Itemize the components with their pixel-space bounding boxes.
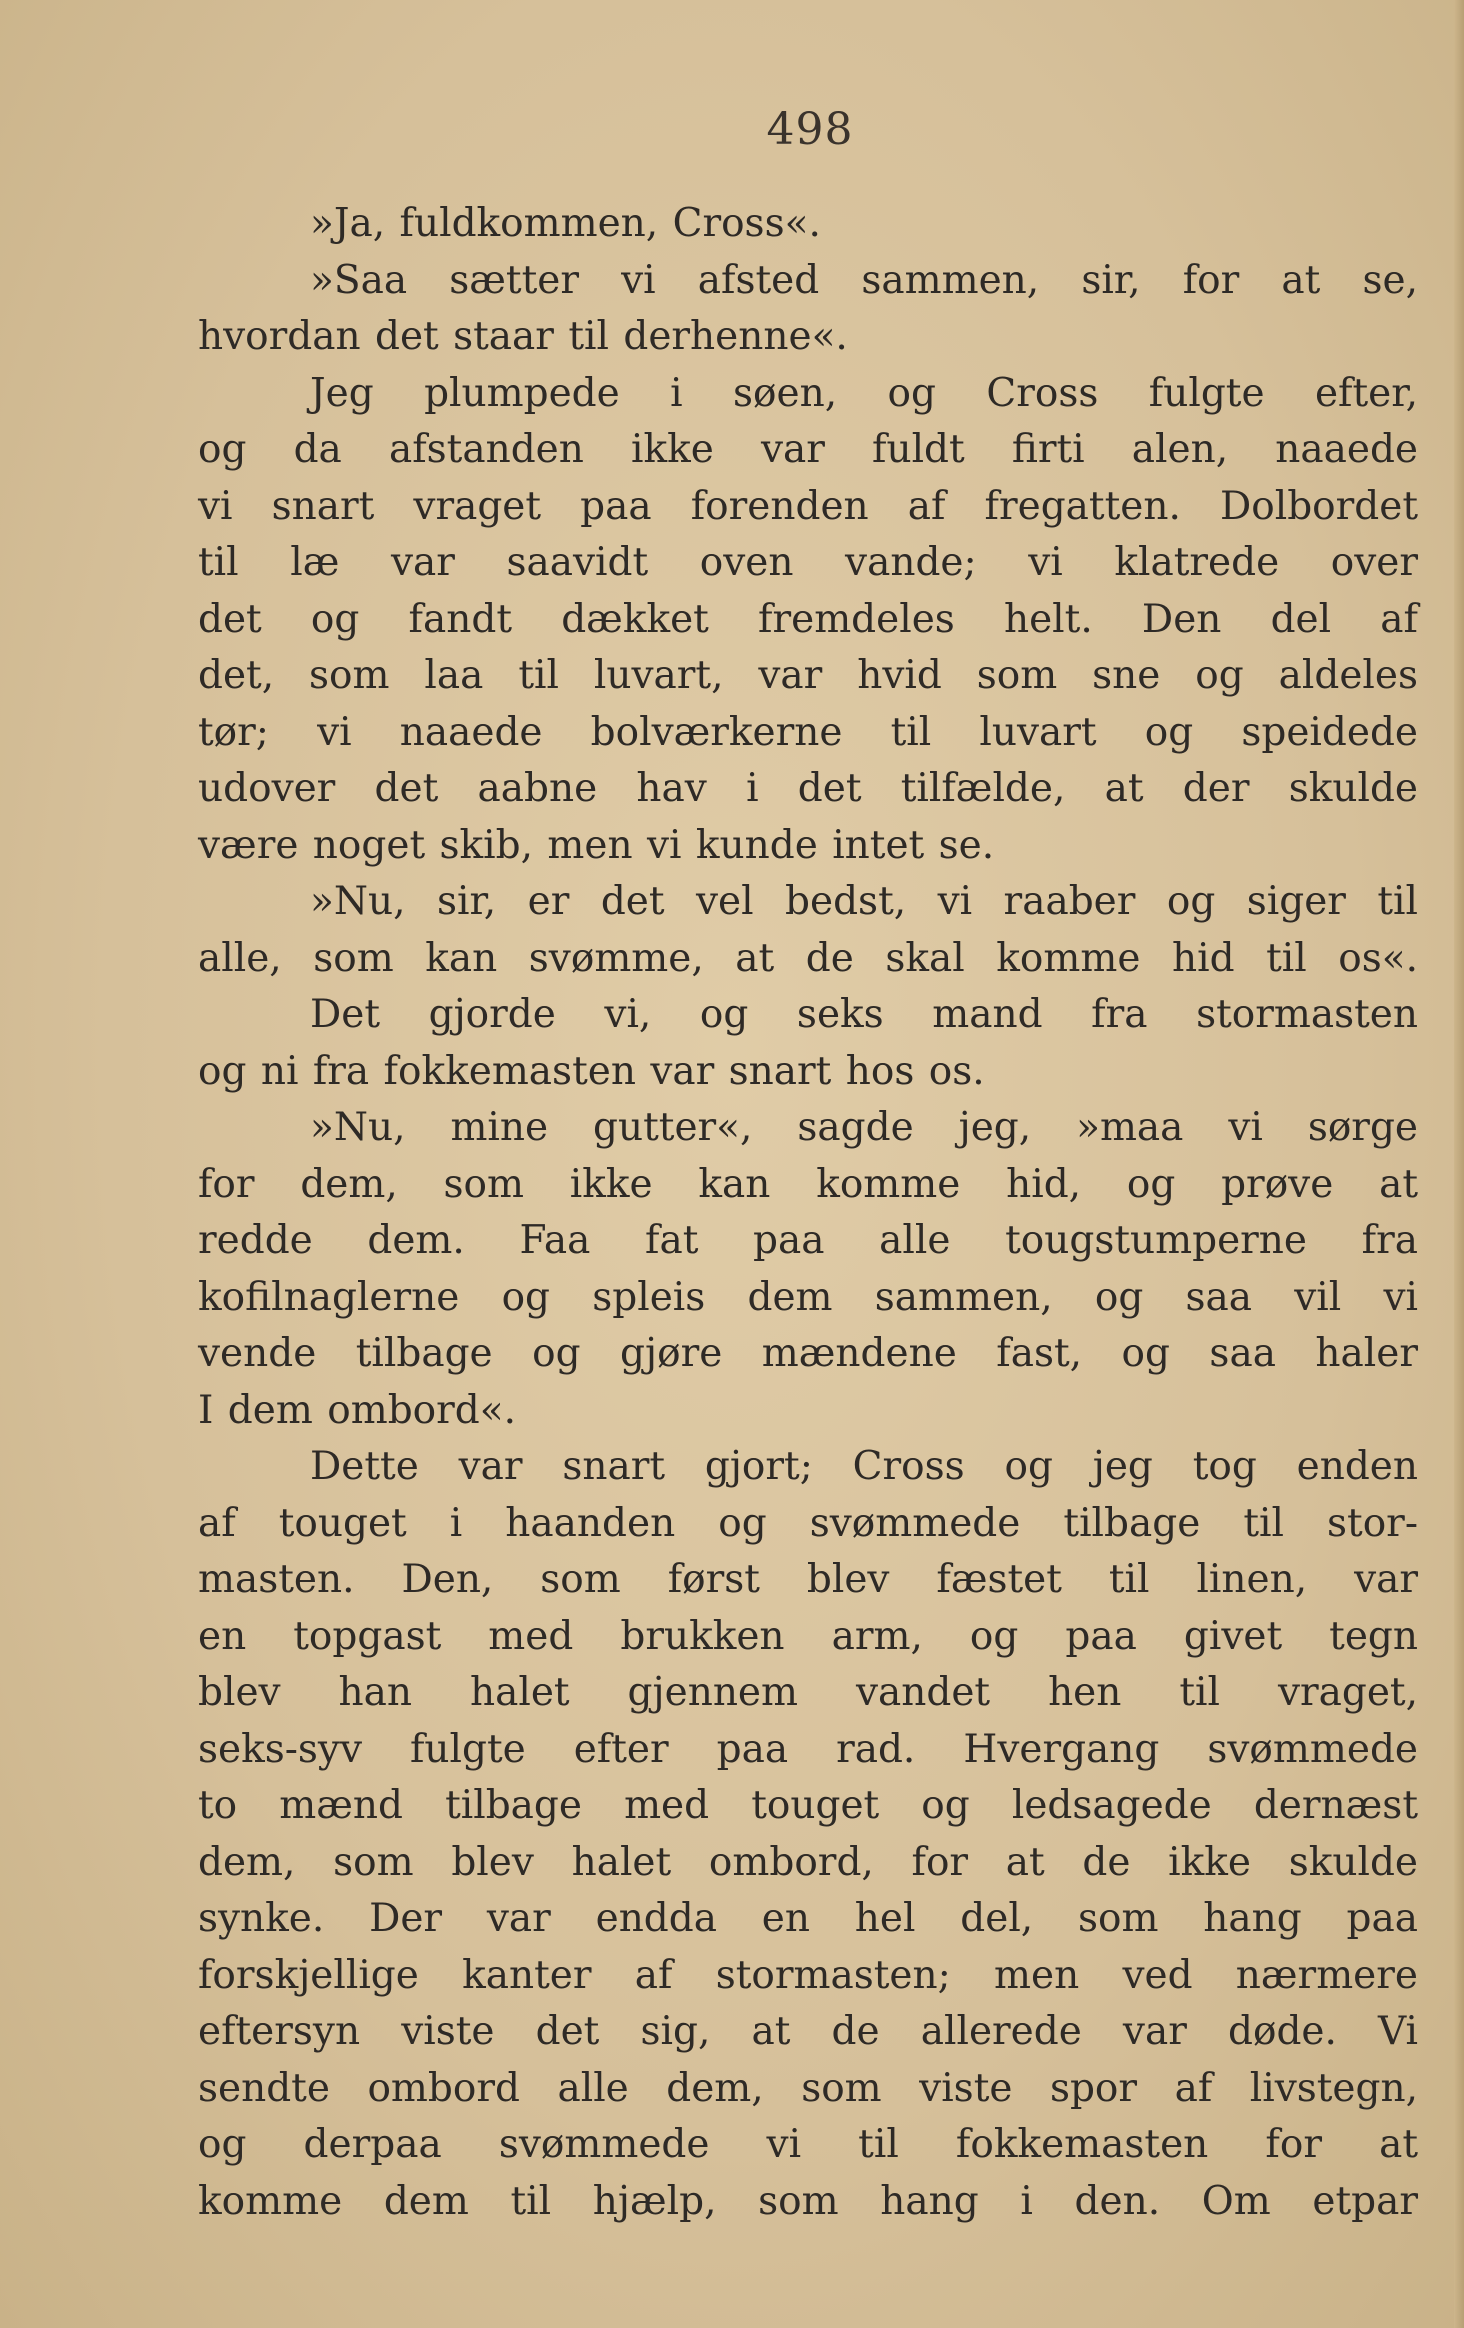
text-line: blev han halet gjennem vandet hen til vraget, (198, 1670, 1418, 1715)
body-text (198, 196, 1418, 2230)
text-line: »Ja, fuldkommen, Cross«. (310, 201, 821, 246)
text-line: tør; vi naaede bolværkerne til luvart og speidede (198, 709, 1418, 755)
text-line: vi snart vraget paa forenden af fregatten. Dolbordet (198, 483, 1418, 529)
text-line: komme dem til hjælp, som hang i den. Om etpar (198, 2178, 1418, 2224)
text-line: dem, som blev halet ombord, for at de ikke skulde (198, 1839, 1418, 1885)
text-line: udover det aabne hav i det tilfælde, at der skulde (198, 766, 1418, 811)
text-line: det, som laa til luvart, var hvid som sne og aldeles (198, 653, 1418, 698)
text-line: »Nu, sir, er det vel bedst, vi raaber og siger til (310, 879, 1418, 924)
text-line: eftersyn viste det sig, at de allerede var døde. Vi (198, 2009, 1418, 2054)
text-line: det og fandt dækket fremdeles helt. Den del af (198, 596, 1418, 642)
text-line: vende tilbage og gjøre mændene fast, og saa haler (198, 1331, 1418, 1376)
text-line: to mænd tilbage med touget og ledsagede dernæst (198, 1783, 1418, 1828)
text-line: »Nu, mine gutter«, sagde jeg, »maa vi sørge (310, 1105, 1418, 1150)
text-line: redde dem. Faa fat paa alle tougstumperne fra (198, 1218, 1418, 1263)
page-edge (1454, 0, 1464, 2328)
text-line: kofilnaglerne og spleis dem sammen, og saa vil vi (198, 1274, 1418, 1320)
text-line: Jeg plumpede i søen, og Cross fulgte efter, (310, 370, 1418, 416)
text-line: en topgast med brukken arm, og paa givet tegn (198, 1613, 1418, 1659)
text-line: Dette var snart gjort; Cross og jeg tog enden (310, 1444, 1418, 1489)
text-line: I dem ombord«. (198, 1387, 516, 1433)
text-line: og ni fra fokkemasten var snart hos os. (198, 1048, 985, 1094)
text-line: og da afstanden ikke var fuldt firti alen, naaede (198, 427, 1418, 472)
text-line: være noget skib, men vi kunde intet se. (198, 822, 995, 868)
text-line: masten. Den, som først blev fæstet til linen, var (198, 1557, 1418, 1602)
text-line: forskjellige kanter af stormasten; men ved nærmere (198, 1952, 1418, 1998)
text-line: sendte ombord alle dem, som viste spor af livstegn, (198, 2065, 1418, 2111)
text-line: alle, som kan svømme, at de skal komme hid til os«. (198, 935, 1418, 981)
text-line: og derpaa svømmede vi til fokkemasten for at (198, 2122, 1418, 2167)
text-line: af touget i haanden og svømmede tilbage til stor- (198, 1500, 1418, 1546)
text-line: synke. Der var endda en hel del, som hang paa (198, 1896, 1418, 1941)
page-number: 498 (766, 104, 854, 155)
text-line: for dem, som ikke kan komme hid, og prøve at (198, 1161, 1418, 1207)
text-line: Det gjorde vi, og seks mand fra stormasten (310, 992, 1418, 1037)
text-line: hvordan det staar til derhenne«. (198, 314, 848, 359)
text-line: »Saa sætter vi afsted sammen, sir, for at se, (310, 257, 1418, 303)
text-line: seks-syv fulgte efter paa rad. Hvergang svømmede (198, 1726, 1418, 1772)
text-line: til læ var saavidt oven vande; vi klatrede over (198, 540, 1418, 585)
